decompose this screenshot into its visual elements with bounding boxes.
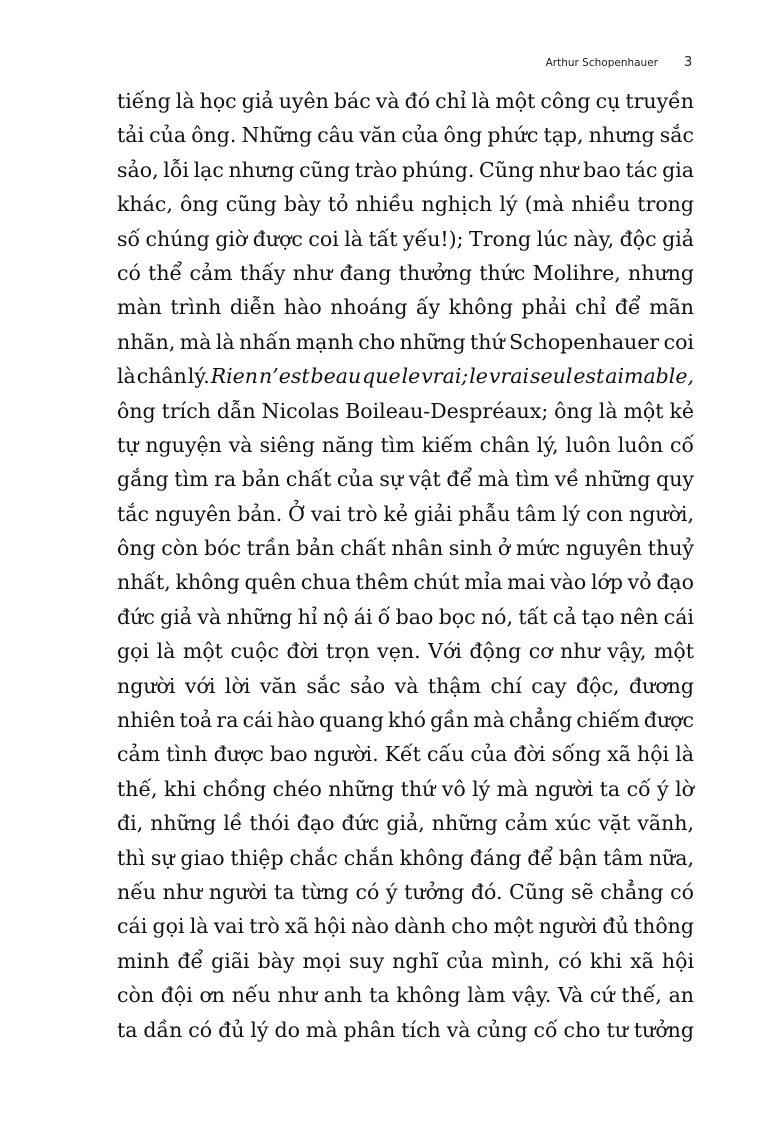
text-line: tiếng là học giả uyên bác và đó chỉ là một công cụ truyền <box>117 89 694 113</box>
text-line: thế, khi chồng chéo những thứ vô lý mà người ta cố ý lờ <box>117 776 694 801</box>
text-line: gắng tìm ra bản chất của sự vật để mà tìm về những quy <box>117 467 694 492</box>
text-line: khác, ông cũng bày tỏ nhiều nghịch lý (mà nhiều trong <box>117 192 694 217</box>
text-line: nếu như người ta từng có ý tưởng đó. Cũng sẽ chẳng có <box>117 879 694 904</box>
text-line: nhất, không quên chua thêm chút mỉa mai vào lớp vỏ đạo <box>117 570 694 595</box>
text-line: đi, những lề thói đạo đức giả, những cảm xúc vặt vãnh, <box>117 811 694 836</box>
text-line: tải của ông. Những câu văn của ông phức tạp, nhưng sắc <box>117 123 694 148</box>
text-segment: là chân lý. <box>117 364 211 389</box>
italic-quote: Rien n’est beau que le vrai; le vrai seul est aimable, <box>210 364 694 389</box>
text-line: người với lời văn sắc sảo và thậm chí cay độc, đương <box>117 673 694 698</box>
text-line: ông còn bóc trần bản chất nhân sinh ở mức nguyên thuỷ <box>117 536 694 561</box>
running-header <box>0 55 768 75</box>
text-line: sảo, lỗi lạc nhưng cũng trào phúng. Cũng như bao tác gia <box>117 157 694 182</box>
text-line: còn đội ơn nếu như anh ta không làm vậy. Và cứ thế, an <box>117 983 694 1008</box>
text-line: đức giả và những hỉ nộ ái ố bao bọc nó, tất cả tạo nên cái <box>117 604 694 629</box>
text-line: tự nguyện và siêng năng tìm kiếm chân lý, luôn luôn cố <box>117 432 694 457</box>
text-line-with-quote <box>117 359 694 393</box>
text-line: ông trích dẫn Nicolas Boileau-Despréaux; ông là một kẻ <box>117 398 694 423</box>
running-title: Arthur Schopenhauer <box>545 57 658 69</box>
text-line: màn trình diễn hào nhoáng ấy không phải chỉ để mãn <box>117 295 694 320</box>
body-text <box>117 84 694 1047</box>
text-line: gọi là một cuộc đời trọn vẹn. Với động cơ như vậy, một <box>117 639 694 664</box>
text-line: nhãn, mà là nhấn mạnh cho những thứ Schopenhauer coi <box>117 329 694 354</box>
page-number: 3 <box>684 55 693 70</box>
text-line: cảm tình được bao người. Kết cấu của đời sống xã hội là <box>117 742 694 767</box>
text-line: cái gọi là vai trò xã hội nào dành cho một người đủ thông <box>117 914 694 939</box>
text-line: nhiên toả ra cái hào quang khó gần mà chẳng chiếm được <box>117 708 694 733</box>
text-line: thì sự giao thiệp chắc chắn không đáng để bận tâm nữa, <box>117 845 694 870</box>
text-line: minh để giãi bày mọi suy nghĩ của mình, có khi xã hội <box>117 948 694 973</box>
text-line: ta dần có đủ lý do mà phân tích và củng cố cho tư tưởng <box>117 1017 694 1042</box>
text-line: số chúng giờ được coi là tất yếu!); Trong lúc này, độc giả <box>117 226 694 251</box>
text-line: có thể cảm thấy như đang thưởng thức Molihre, nhưng <box>117 260 694 285</box>
text-line: tắc nguyên bản. Ở vai trò kẻ giải phẫu tâm lý con người, <box>117 501 694 526</box>
